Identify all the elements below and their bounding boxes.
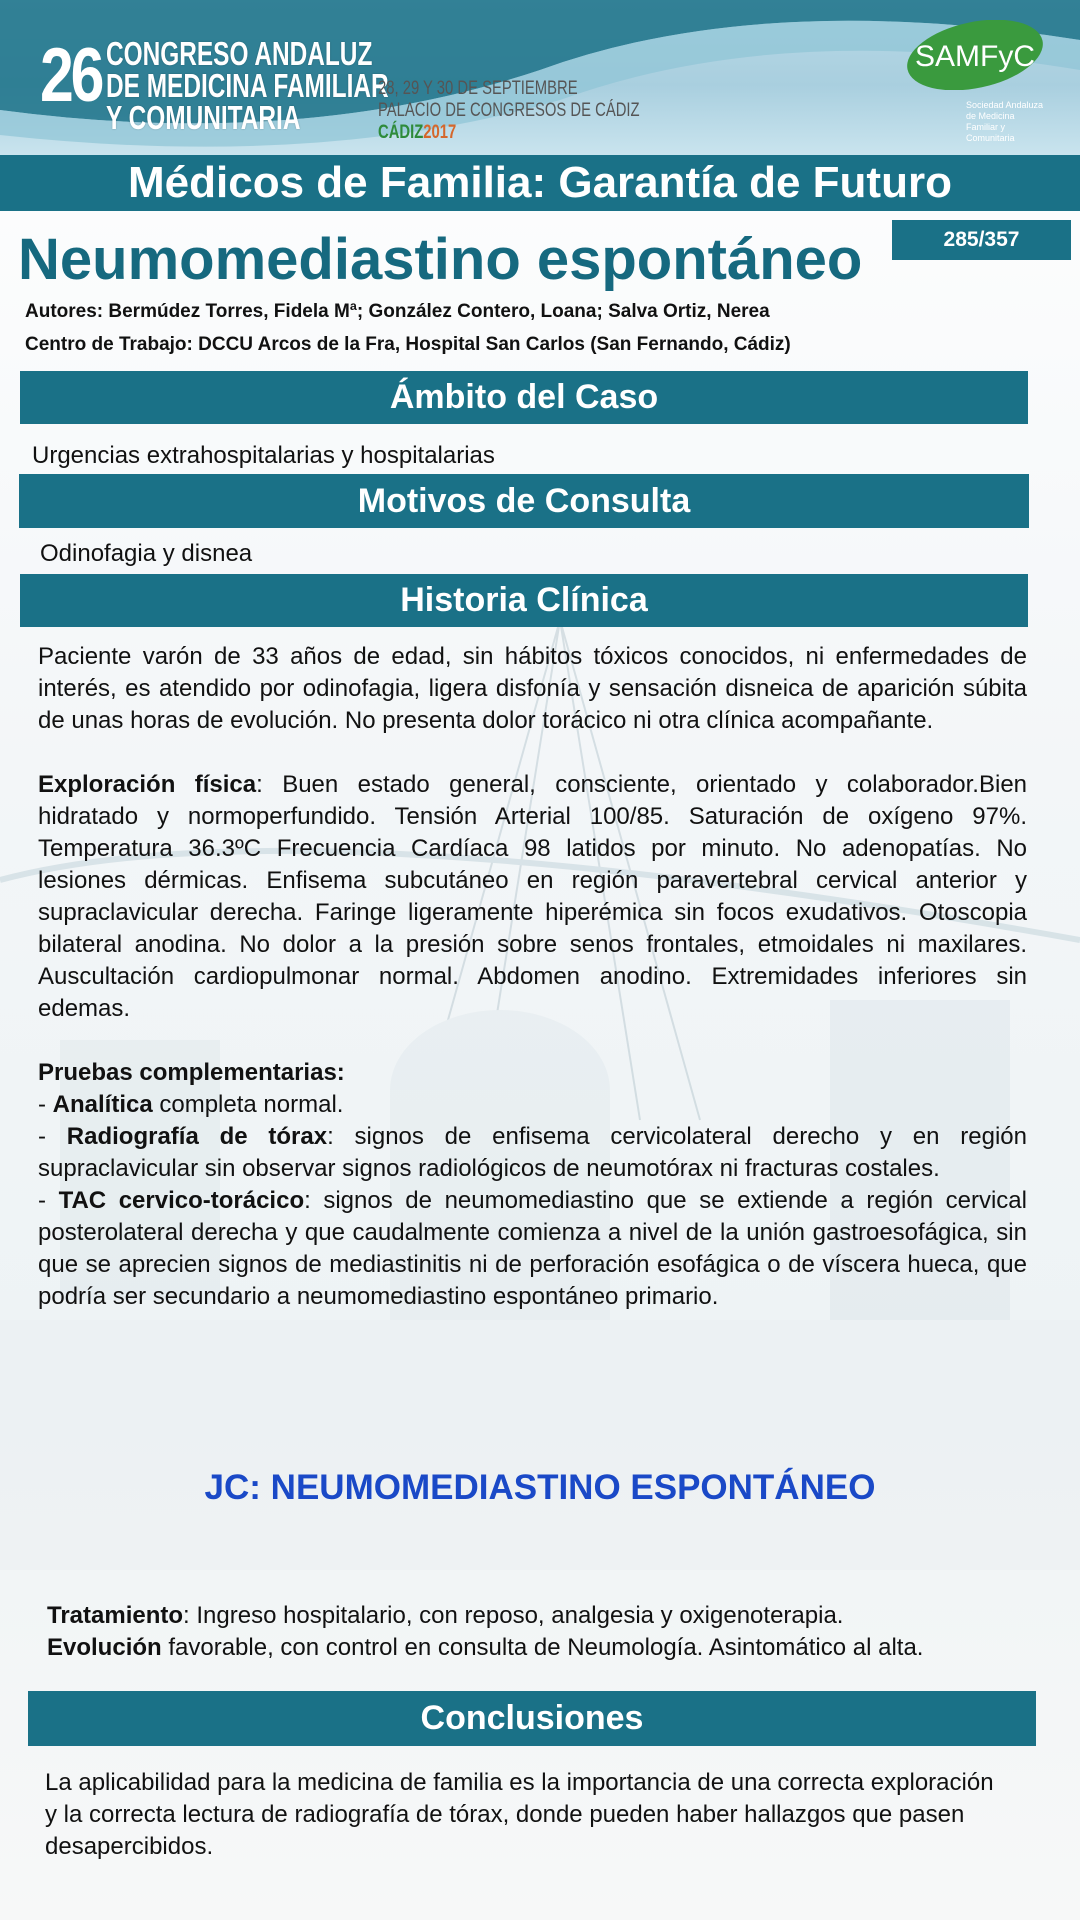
motto-banner: Médicos de Familia: Garantía de Futuro [0, 155, 1080, 211]
conclusiones-text: La aplicabilidad para la medicina de familia es la importancia de una correcta exploración y la correcta lectura de radiografía de tórax, donde pueden haber hallazgos que pasen desapercibidos. [45, 1769, 994, 1860]
samfyc-logo-subtitle: Sociedad Andaluza de Medicina Familiar y Comunitaria [966, 100, 1044, 143]
samfyc-logo-text: SAMFyC [915, 40, 1035, 73]
ambito-text: Urgencias extrahospitalarias y hospitalarias [32, 442, 495, 469]
section-header-motivos: Motivos de Consulta [19, 474, 1029, 528]
exploracion-label: Exploración física [38, 771, 257, 798]
pruebas-item: - Analítica completa normal. [38, 1091, 344, 1118]
congress-city-name: CÁDIZ [378, 122, 424, 143]
pruebas-label: Pruebas complementarias: [38, 1059, 345, 1086]
exploracion-paragraph [38, 769, 1027, 1025]
exploracion-text: : Buen estado general, consciente, orientado y colaborador.Bien hidratado y normoperfundido. Tensión Arterial 100/85. Saturación de oxígeno 97%. Temperatura 36.3ºC Frecuencia Cardíaca 98 latidos por minuto. No adenopatías. No lesiones dérmicas. Enfisema subcutáneo en región paravertebral cervical anterior y supraclavicular derecha. Faringe ligeramente hiperémica sin focos exudativos. Otoscopia bilateral anodina. No dolor a la presión sobre senos frontales, etmoidales ni maxilares. Auscultación cardiopulmonar normal. Abdomen anodino. Extremidades inferiores sin edemas. [38, 771, 1028, 1022]
treatment-text: : Ingreso hospitalario, con reposo, analgesia y oxigenoterapia. [183, 1602, 844, 1629]
section-header-historia: Historia Clínica [20, 574, 1028, 627]
historia-intro: Paciente varón de 33 años de edad, sin hábitos tóxicos conocidos, ni enfermedades de interés, es atendido por odinofagia, ligera disfonía y sensación disneica de aparición súbita de unas horas de evolución. No presenta dolor torácico ni otra clínica acompañante. [38, 643, 1027, 734]
treatment-line [47, 1600, 1047, 1632]
samfyc-logo [905, 20, 1045, 90]
pruebas-item: - Radiografía de tórax: signos de enfisema cervicolateral derecho y en región supraclavicular sin observar signos radiológicos de neumotórax ni fracturas costales. [38, 1123, 1027, 1182]
congress-header [0, 0, 1080, 155]
motivos-text: Odinofagia y disnea [40, 540, 253, 567]
congress-name [106, 35, 389, 136]
evolution-label: Evolución [47, 1634, 162, 1661]
pruebas-item: - TAC cervico-torácico: signos de neumomediastino que se extiende a región cervical posterolateral derecha y que caudalmente comienza a nivel de la unión gastroesofágica, sin que se aprecien signos de mediastinitis ni de perforación esofágica o de víscera hueca, que podría ser secundario a neumomediastino espontáneo primario. [38, 1187, 1027, 1310]
congress-dates: 28, 29 Y 30 DE SEPTIEMBRE [378, 78, 578, 99]
section-header-ambito: Ámbito del Caso [20, 371, 1028, 424]
congress-name-line-2: DE MEDICINA FAMILIAR [106, 67, 389, 104]
poster-title: Neumomediastino espontáneo [18, 227, 863, 292]
evolution-line [47, 1632, 1047, 1664]
congress-number: 26 [40, 33, 102, 118]
historia-clinica-body [38, 641, 1027, 1313]
section-header-conclusiones: Conclusiones [28, 1691, 1036, 1746]
congress-city [378, 122, 640, 144]
evolution-text: favorable, con control en consulta de Neumología. Asintomático al alta. [161, 1634, 924, 1661]
diagnosis-heading: JC: NEUMOMEDIASTINO ESPONTÁNEO [204, 1468, 876, 1507]
congress-info [378, 78, 640, 144]
authors-line: Autores: Bermúdez Torres, Fidela Mª; González Contero, Loana; Salva Ortiz, Nerea [25, 301, 770, 322]
work-center-line: Centro de Trabajo: DCCU Arcos de la Fra, Hospital San Carlos (San Fernando, Cádiz) [25, 334, 791, 355]
congress-name-line-1: CONGRESO ANDALUZ [106, 35, 373, 72]
congress-year: 2017 [423, 122, 457, 143]
congress-name-line-3: Y COMUNITARIA [106, 99, 301, 136]
treatment-block [47, 1600, 1047, 1664]
treatment-label: Tratamiento [47, 1602, 184, 1629]
congress-venue: PALACIO DE CONGRESOS DE CÁDIZ [378, 100, 640, 121]
poster-number-badge: 285/357 [892, 220, 1071, 260]
